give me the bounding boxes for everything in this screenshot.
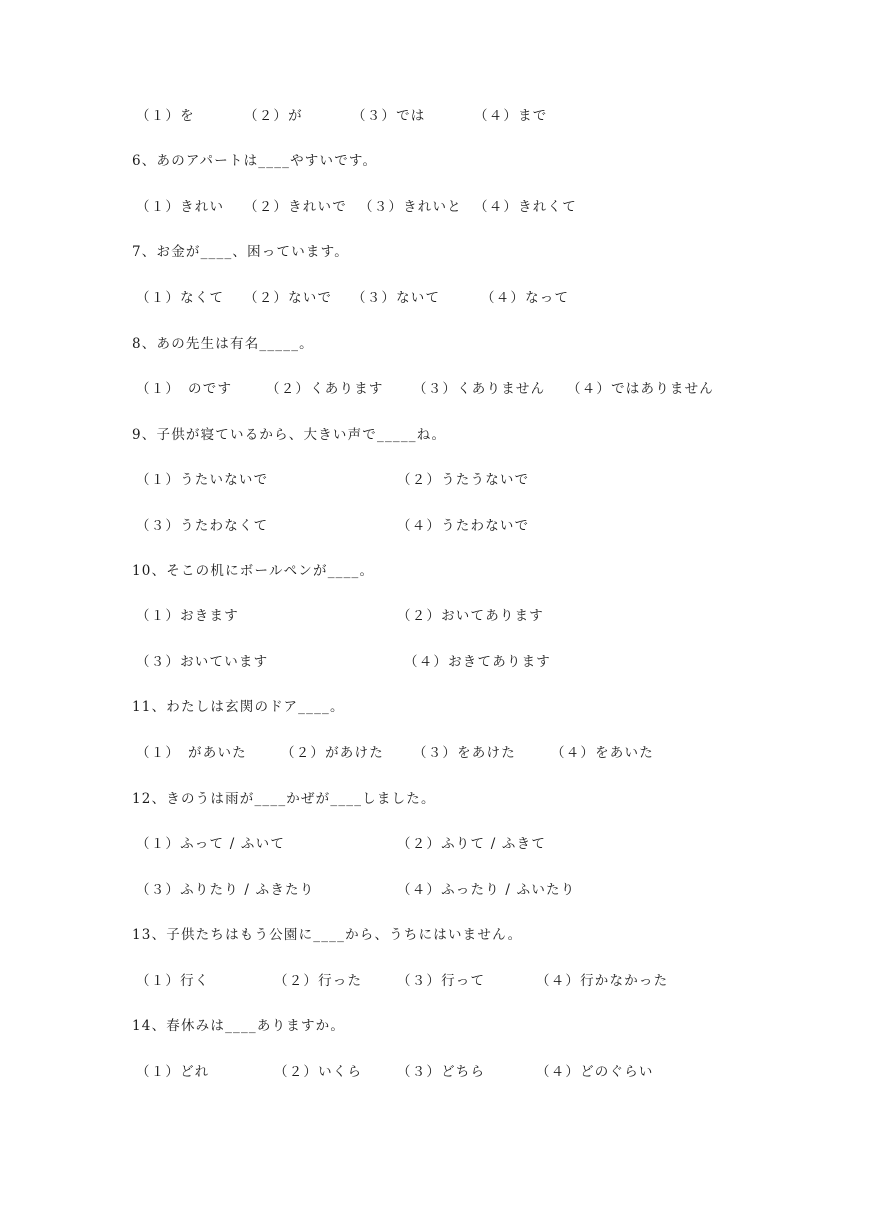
q12-option-1: （１）ふって / ふいて bbox=[136, 836, 286, 852]
q10-option-2: （２）おいてあります bbox=[397, 608, 544, 624]
q14-option-3: （３）どちら bbox=[397, 1064, 486, 1080]
question-7: 7、お金が____、困っています。 bbox=[132, 244, 349, 260]
q11-option-3: （３）をあけた bbox=[413, 745, 516, 761]
q9-option-4: （４）うたわないで bbox=[397, 518, 530, 534]
q8-option-1: （１） のです bbox=[136, 381, 233, 397]
q8-option-3: （３）くありません bbox=[413, 381, 546, 397]
q12-option-4: （４）ふったり / ふいたり bbox=[397, 882, 576, 898]
q13-option-2: （２）行った bbox=[274, 973, 363, 989]
question-11: 11、わたしは玄関のドア____。 bbox=[132, 699, 345, 715]
q11-option-2: （２）があけた bbox=[281, 745, 384, 761]
q5-option-2: （２）が bbox=[244, 108, 303, 124]
q14-option-4: （４）どのぐらい bbox=[536, 1064, 654, 1080]
q9-option-1: （１）うたいないで bbox=[136, 472, 269, 488]
q11-option-4: （４）をあいた bbox=[551, 745, 654, 761]
q12-option-3: （３）ふりたり / ふきたり bbox=[136, 882, 315, 898]
q7-option-4: （４）なって bbox=[481, 290, 570, 306]
question-14: 14、春休みは____ありますか。 bbox=[132, 1018, 346, 1034]
q10-option-4: （４）おきてあります bbox=[404, 654, 551, 670]
q7-option-1: （１）なくて bbox=[136, 290, 225, 306]
q10-option-1: （１）おきます bbox=[136, 608, 239, 624]
q6-option-3: （３）きれいと bbox=[359, 199, 462, 215]
q9-option-3: （３）うたわなくて bbox=[136, 518, 269, 534]
question-13: 13、子供たちはもう公園に____から、うちにはいません。 bbox=[132, 927, 523, 943]
q5-option-4: （４）まで bbox=[474, 108, 548, 124]
question-8: 8、あの先生は有名_____。 bbox=[132, 336, 314, 352]
question-9: 9、子供が寝ているから、大きい声で_____ね。 bbox=[132, 427, 447, 443]
q14-option-2: （２）いくら bbox=[274, 1064, 363, 1080]
q6-option-4: （４）きれくて bbox=[474, 199, 577, 215]
q8-option-2: （２）くあります bbox=[266, 381, 384, 397]
q13-option-4: （４）行かなかった bbox=[536, 973, 669, 989]
q6-option-2: （２）きれいで bbox=[244, 199, 347, 215]
q13-option-3: （３）行って bbox=[397, 973, 486, 989]
q5-option-3: （３）では bbox=[352, 108, 426, 124]
q10-option-3: （３）おいています bbox=[136, 654, 269, 670]
q11-option-1: （１） があいた bbox=[136, 745, 247, 761]
question-12: 12、きのうは雨が____かぜが____しました。 bbox=[132, 791, 436, 807]
q9-option-2: （２）うたうないで bbox=[397, 472, 530, 488]
q7-option-3: （３）ないて bbox=[352, 290, 441, 306]
q12-option-2: （２）ふりて / ふきて bbox=[397, 836, 547, 852]
q8-option-4: （４）ではありません bbox=[567, 381, 714, 397]
q5-option-1: （１）を bbox=[136, 108, 195, 124]
question-10: 10、そこの机にボールペンが____。 bbox=[132, 563, 375, 579]
q14-option-1: （１）どれ bbox=[136, 1064, 210, 1080]
question-6: 6、あのアパートは____やすいです。 bbox=[132, 153, 378, 169]
q6-option-1: （１）きれい bbox=[136, 199, 225, 215]
q7-option-2: （２）ないで bbox=[244, 290, 333, 306]
q13-option-1: （１）行く bbox=[136, 973, 210, 989]
